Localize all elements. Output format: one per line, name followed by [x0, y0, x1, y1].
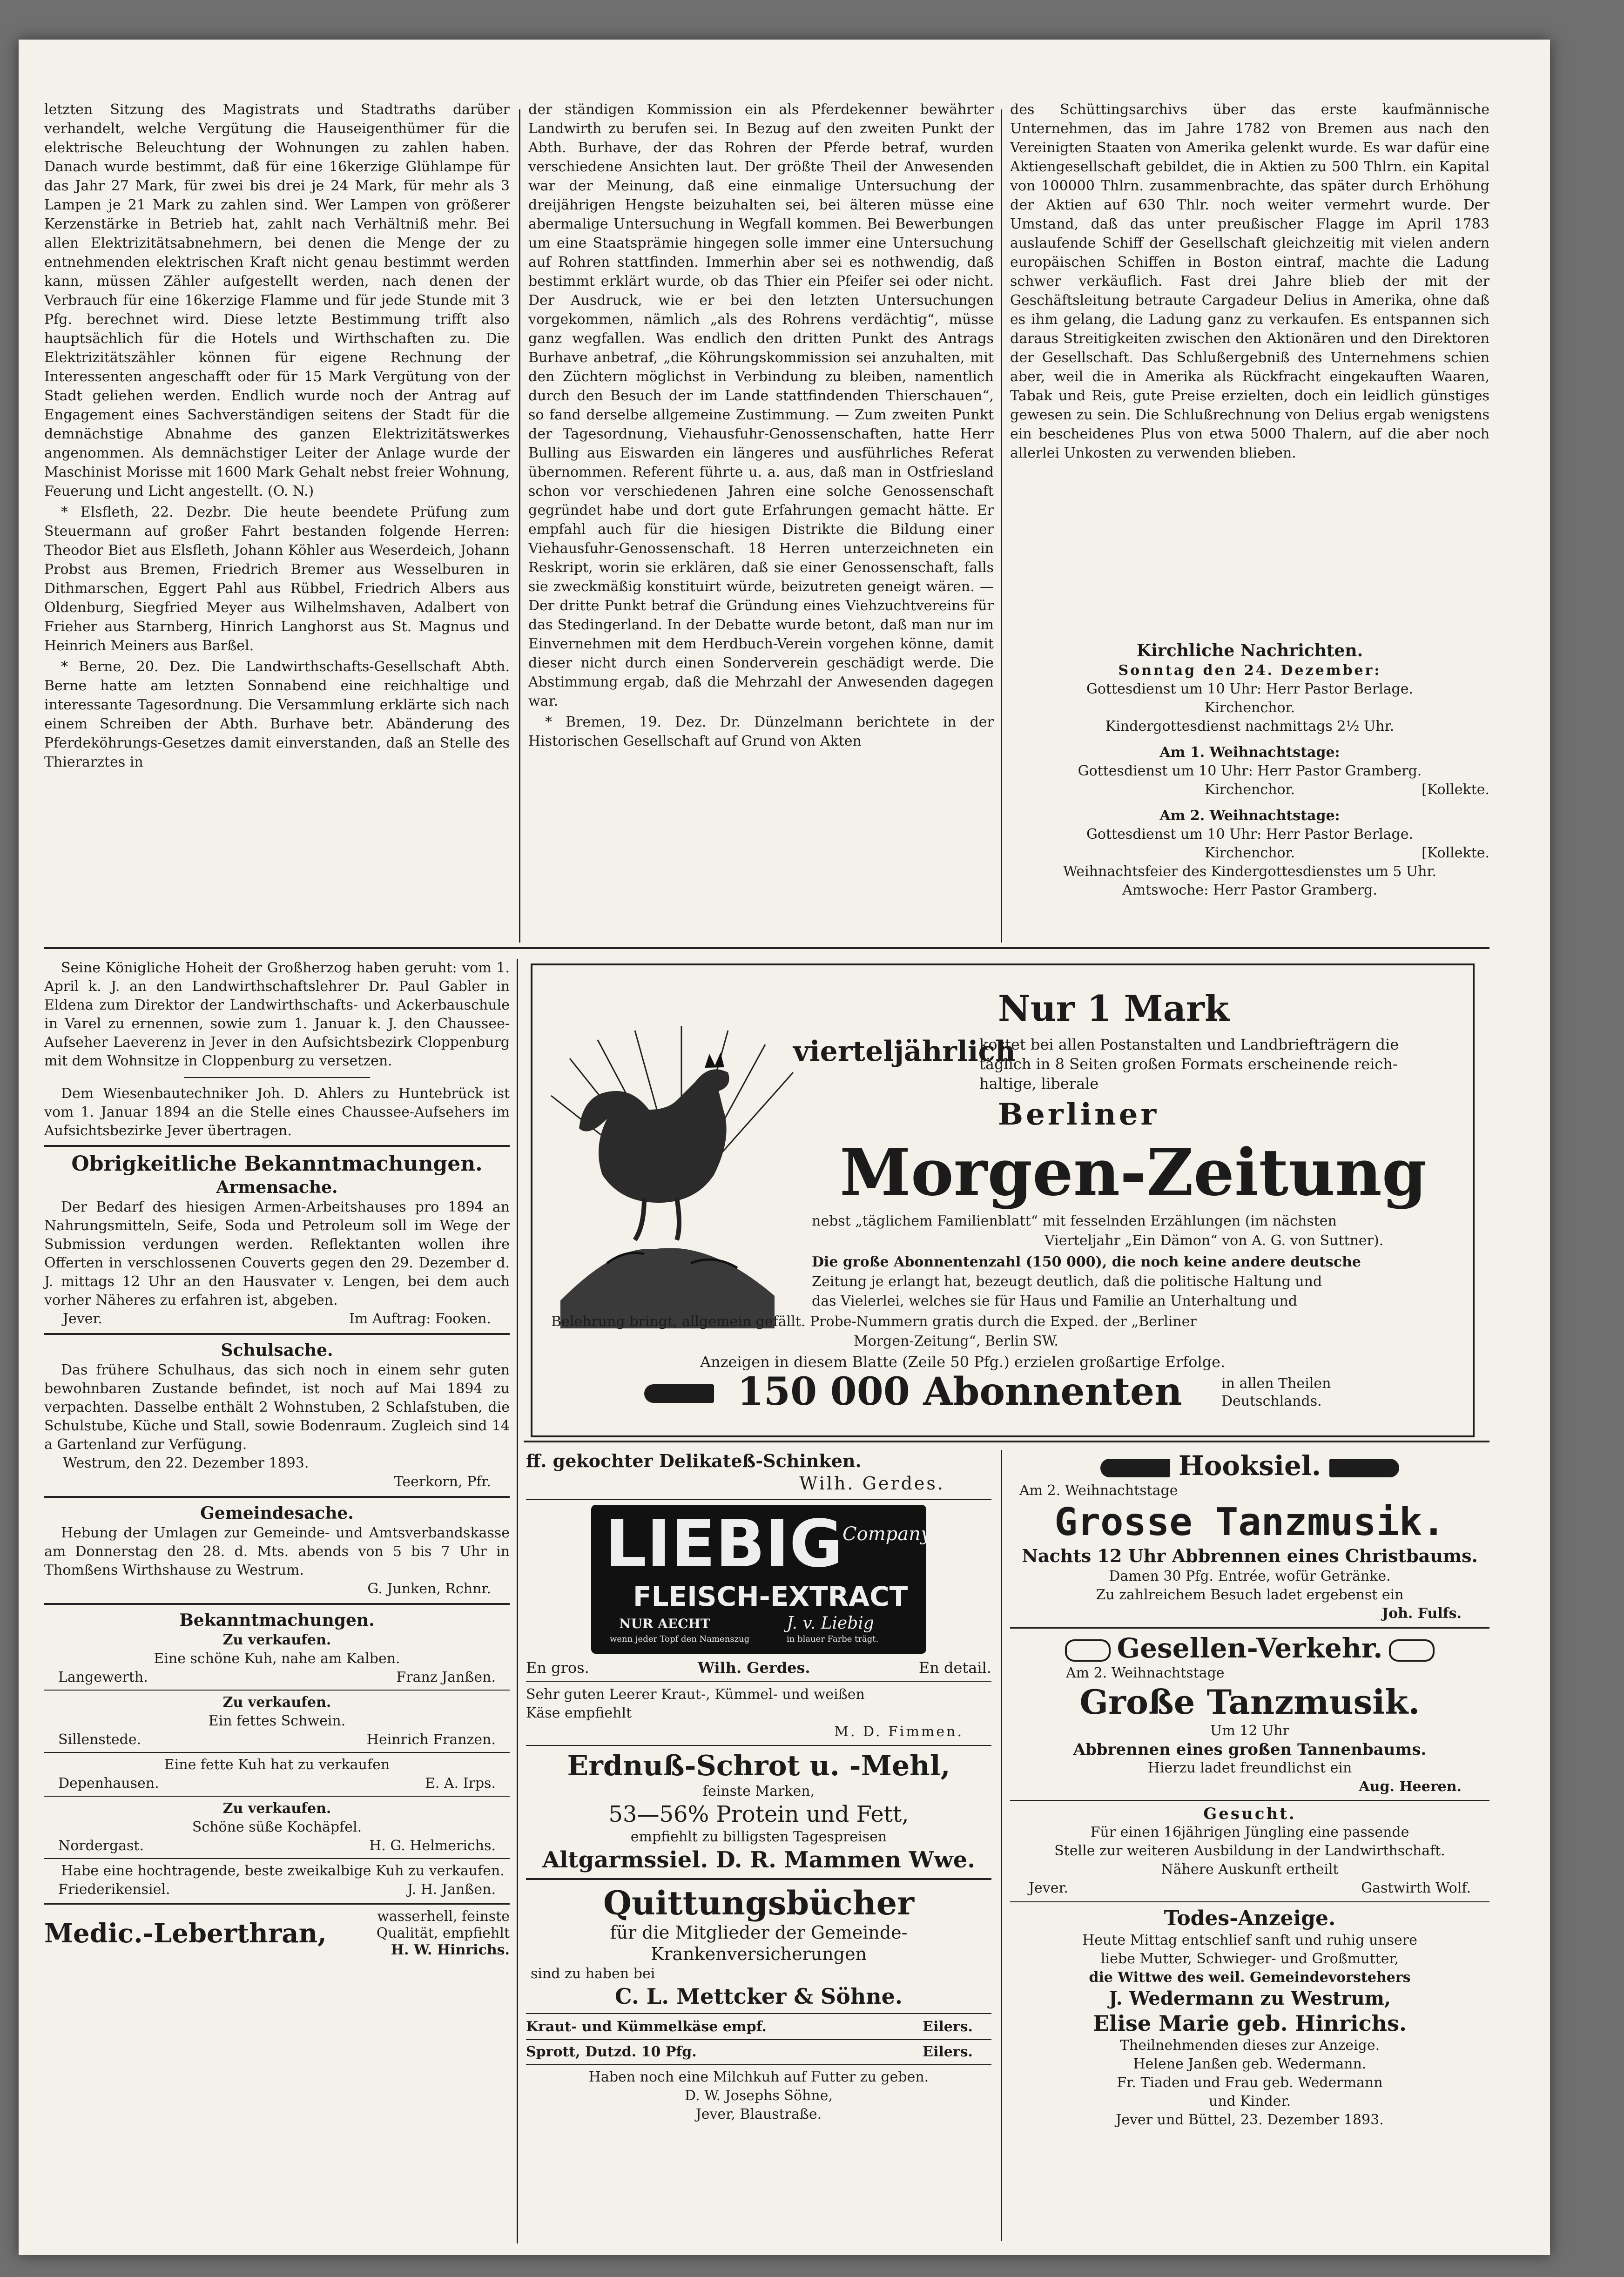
death-notice-line: Helene Janßen geb. Wedermann.	[1133, 2056, 1367, 2072]
divider	[184, 1077, 370, 1078]
church-line: Kirchenchor.	[1204, 845, 1295, 861]
article-column-1	[44, 100, 510, 938]
morgen-berliner: Berliner	[998, 1097, 1159, 1132]
medic-line: wasserhell, feinste	[377, 1908, 510, 1925]
kraut-ad-text: Kraut- und Kümmelkäse empf.	[526, 2019, 767, 2035]
medic-title: Medic.-Leberthran,	[44, 1918, 327, 1949]
place: Depenhausen.	[58, 1775, 159, 1792]
divider	[526, 2013, 991, 2014]
place: Langewerth.	[58, 1669, 148, 1685]
church-line: Kindergottesdienst nachmittags 2½ Uhr.	[1105, 718, 1395, 734]
divider	[526, 1681, 991, 1682]
church-collection: [Kollekte.	[1422, 781, 1489, 798]
sprott-ad	[526, 2043, 991, 2061]
gesellen-heading	[1010, 1632, 1489, 1664]
church-row	[1010, 781, 1489, 799]
wanted-line: Für einen 16jährigen Jüngling eine passende	[1090, 1824, 1409, 1840]
signature-row	[1010, 1879, 1489, 1898]
wanted-line: Nähere Auskunft ertheilt	[1161, 1861, 1339, 1878]
milk-cow-ad-seller: D. W. Josephs Söhne,	[685, 2088, 833, 2104]
article-column-3	[1010, 100, 1489, 626]
gesellen-line: Abbrennen eines großen Tannenbaums.	[1073, 1740, 1427, 1759]
signature: E. A. Irps.	[425, 1775, 496, 1792]
column-rule-lower-2	[1001, 1450, 1002, 2241]
morgen-theilen2: Deutschlands.	[1221, 1393, 1322, 1409]
signature: Teerkorn, Pfr.	[394, 1474, 491, 1490]
notice-ahlers: Dem Wiesenbautechniker Joh. D. Ahlers zu Huntebrück ist vom 1. Januar 1894 an die Stelle eines Chaussee-Aufsehers im Aufsichtsbezirke Jever übertragen.	[44, 1085, 510, 1139]
death-notice-line: die Wittwe des weil. Gemeindevorstehers	[1089, 1969, 1411, 1986]
cheese-ad-seller: M. D. Fimmen.	[834, 1724, 964, 1740]
receipt-books-title: Quittungsbücher	[603, 1884, 915, 1922]
liebig-seller-row	[526, 1658, 991, 1677]
ornament-icon	[1065, 1639, 1111, 1662]
divider	[1010, 1901, 1489, 1902]
morgen-nur-1-mark: Nur 1 Mark	[998, 988, 1229, 1029]
hooksiel-host: Joh. Fulfs.	[1381, 1605, 1462, 1622]
middle-ads	[526, 1450, 991, 2241]
wanted-heading: Gesucht.	[1203, 1805, 1296, 1823]
divider	[44, 1690, 510, 1691]
hooksiel-date: Am 2. Weihnachtstage	[1019, 1482, 1178, 1499]
ad-divider	[524, 1441, 1489, 1442]
divider	[526, 1878, 991, 1880]
hooksiel-line: Damen 30 Pfg. Entrée, wofür Getränke.	[1109, 1568, 1391, 1584]
official-notices-title: Obrigkeitliche Bekanntmachungen.	[71, 1152, 483, 1176]
wanted-line: Stelle zur weiteren Ausbildung in der Landwirthschaft.	[1054, 1843, 1445, 1859]
liebig-brand: LIEBIG	[605, 1506, 843, 1582]
receipt-books-line: Krankenversicherungen	[650, 1944, 867, 1964]
church-line: Kirchenchor.	[1204, 781, 1295, 798]
medic-seller: H. W. Hinrichs.	[391, 1942, 510, 1958]
engros-label: En gros.	[526, 1659, 589, 1677]
ornament-icon	[1389, 1639, 1435, 1662]
divider	[44, 1145, 510, 1147]
sprott-ad-text: Sprott, Dutzd. 10 Pfg.	[526, 2044, 697, 2060]
school-text: Das frühere Schulhaus, das sich noch in einem sehr guten bewohnbaren Zustande befindet, ist noch auf Mai 1894 zu verpachten. Dasselbe enthält 2 Wohnstuben, 2 Schlafstuben, die Schulstube, Küche und Stall, sowie Bodenraum. Zugleich sind 14 a Gartenland zur Verfügung.	[44, 1362, 510, 1453]
peanut-ad-protein: 53—56% Protein und Fett,	[608, 1801, 909, 1827]
milk-cow-ad-address: Jever, Blaustraße.	[695, 2106, 822, 2122]
church-heading: Am 2. Weihnachtstage:	[1159, 808, 1340, 824]
death-notice-name: J. Wedermann zu Westrum,	[1109, 1987, 1391, 2009]
cheese-ad-line: Käse empfiehlt	[526, 1705, 632, 1721]
sale-text: Eine fette Kuh hat zu verkaufen	[164, 1757, 390, 1773]
hooksiel-heading	[1010, 1450, 1489, 1482]
liebig-signature: J. v. Liebig	[787, 1614, 874, 1633]
morgen-zeitung: Zeitung je erlangt hat, bezeugt deutlich, daß die politische Haltung und	[812, 1273, 1322, 1290]
church-line: Gottesdienst um 10 Uhr: Herr Pastor Berlage.	[1086, 681, 1414, 697]
morgen-abonnenten: 150 000 Abonnenten	[737, 1369, 1182, 1414]
morgen-haltige: haltige, liberale	[979, 1075, 1099, 1092]
ham-ad-title: ff. gekochter Delikateß-Schinken.	[526, 1450, 862, 1471]
church-line: Kirchenchor.	[1204, 700, 1295, 716]
community-text: Hebung der Umlagen zur Gemeinde- und Amtsverbandskasse am Donnerstag den 28. d. Mts. abends von 5 bis 7 Uhr in Thomßens Wirthshause zu Westrum.	[44, 1525, 510, 1578]
armen-text: Der Bedarf des hiesigen Armen-Arbeitshauses pro 1894 an Nahrungsmitteln, Seife, Soda und Petroleum soll im Wege der Submission verdungen werden. Reflektanten wollen ihre Offerten in verschlossenen Couverts gegen den 29. Dezember d. J. mittags 12 Uhr an den Hausvater v. Lengen, bei dem auch vorher Näheres zu erfahren ist, abgeben.	[44, 1199, 510, 1308]
divider	[44, 1752, 510, 1753]
church-collection: [Kollekte.	[1422, 845, 1489, 861]
article-berne: * Berne, 20. Dez. Die Landwirthschafts-Gesellschaft Abth. Berne hatte am letzten Sonnabend eine reichhaltige und interessante Tagesordnung. Die Versammlung erklärte sich nach einem Schreiben der Abth. Burhave betr. Abänderung des Pferdeköhrungs-Gesetzes damit einverstanden, daß an Stelle des Thierarztes in	[44, 659, 510, 770]
signature: G. Junken, Rchnr.	[367, 1581, 491, 1597]
hooksiel-dance: Grosse Tanzmusik.	[1054, 1500, 1445, 1544]
school-heading: Schulsache.	[221, 1341, 333, 1360]
hooksiel-line: Zu zahlreichem Besuch ladet ergebenst ein	[1096, 1587, 1404, 1603]
signature: Heinrich Franzen.	[366, 1731, 496, 1748]
divider	[526, 1499, 991, 1500]
kraut-ad	[526, 2018, 991, 2036]
morgen-zeitung-ad	[531, 963, 1475, 1437]
place: Friederikensiel.	[58, 1881, 170, 1898]
morgen-grosse: Die große Abonnentenzahl (150 000), die noch keine andere deutsche	[812, 1254, 1361, 1270]
cheese-ad-line: Sehr guten Leerer Kraut-, Kümmel- und weißen	[526, 1686, 865, 1703]
left-notices	[44, 959, 510, 2243]
morgen-kostet: kostet bei allen Postanstalten und Landbriefträgern die	[979, 1036, 1399, 1053]
signature-row	[44, 1668, 510, 1687]
divider	[44, 1903, 510, 1905]
morgen-expedition: Morgen-Zeitung“, Berlin SW.	[854, 1333, 1058, 1349]
divider	[44, 1603, 510, 1605]
liebig-company: Company's	[842, 1523, 946, 1545]
gesellen-title: Gesellen-Verkehr.	[1117, 1632, 1383, 1664]
article-bremen: * Bremen, 19. Dez. Dr. Dünzelmann berichtete in der Historischen Gesellschaft auf Grund von Akten	[528, 714, 994, 749]
divider	[1010, 1800, 1489, 1801]
sale-heading: Zu verkaufen.	[222, 1632, 331, 1648]
receipt-books-line: für die Mitglieder der Gemeinde-	[610, 1922, 908, 1943]
signature-row	[44, 1310, 510, 1328]
signature: Franz Janßen.	[396, 1669, 496, 1685]
church-line: Gottesdienst um 10 Uhr: Herr Pastor Berlage.	[1086, 826, 1414, 842]
pointing-hand-icon	[1100, 1459, 1170, 1477]
article-column-2	[528, 100, 994, 938]
liebig-genuine: NUR AECHT	[619, 1616, 710, 1631]
morgen-viertel: vierteljährlich	[793, 1035, 1016, 1068]
divider	[1010, 1627, 1489, 1629]
divider	[44, 1496, 510, 1498]
column-rule-1	[519, 109, 520, 943]
notice-grand-duke: Seine Königliche Hoheit der Großherzog haben geruht: vom 1. April k. J. an den Landwirthschaftslehrer Dr. Paul Gabler in Eldena zum Direktor der Landwirthschafts- und Ackerbauschule in Varel zu ernennen, sowie zum 1. Januar k. J. den Chaussee-Aufseher Laeverenz in Jever in den Aufsichtsbezirk Cloppenburg mit dem Wohnsitze in Cloppenburg zu versetzen.	[44, 960, 510, 1069]
morgen-vielerlei: das Vielerlei, welches sie für Haus und Familie an Unterhaltung und	[812, 1293, 1298, 1309]
kraut-ad-seller: Eilers.	[923, 2019, 973, 2035]
church-heading: Am 1. Weihnachtstage:	[1159, 744, 1340, 761]
church-line: Amtswoche: Herr Pastor Gramberg.	[1122, 882, 1377, 898]
sale-text: Schöne süße Kochäpfel.	[192, 1819, 362, 1835]
divider	[526, 2064, 991, 2065]
sale-text: Ein fettes Schwein.	[208, 1713, 346, 1729]
peanut-ad-title: Erdnuß-Schrot u. -Mehl,	[567, 1750, 950, 1782]
article-bremen-continued: des Schüttingsarchivs über das erste kaufmännische Unternehmen, das im Jahre 1782 von Bremen aus nach den Vereinigten Staaten von Amerika gelenkt wurde. Es war dafür eine Aktiengesellschaft gebildet, die in Aktien zu 500 Thlrn. ein Kapital von 100000 Thlrn. zusammenbrachte, das später durch Erhöhung der Aktien auf 630 Thlr. noch weiter vermehrt wurde. Der Umstand, daß das unter preußischer Flagge im April 1783 auslaufende Schiff der Gesellschaft gleichzeitig mit vielen andern europäischen Schiffen in Boston eintraf, machte die Ladung schwer verkäuflich. Fast drei Jahre blieb der mit der Geschäftsleitung betraute Cargadeur Delius in Amerika, ohne daß es ihm gelang, die Ladung ganz zu verkaufen. Es entspannen sich daraus Streitigkeiten zwischen den Aktionären und den Direktoren der Gesellschaft. Das Schlußergebniß des Unternehmens schien aber, weil die in Amerika als Rückfracht eingekauften Waaren, Tabak und Reis, gute Preise erzielten, doch ein leidlich günstiges gewesen zu sein. Die Schlußrechnung von Delius ergab wenigstens ein bescheidenes Plus von etwa 5000 Thalern, auf die aber noch allerlei Unkosten zu verwenden blieben.	[1010, 101, 1489, 461]
divider	[44, 1796, 510, 1797]
place: Nordergast.	[58, 1838, 144, 1854]
gesellen-dance: Große Tanzmusik.	[1079, 1682, 1420, 1722]
morgen-vierteljahr: Vierteljahr „Ein Dämon“ von A. G. von Suttner).	[1044, 1233, 1384, 1249]
receipt-books-seller: C. L. Mettcker & Söhne.	[615, 1984, 903, 2009]
column-rule-lower-1	[517, 959, 518, 2243]
death-notice-line: und Kinder.	[1208, 2093, 1291, 2109]
announcements-heading: Bekanntmachungen.	[179, 1610, 375, 1630]
death-notice-line: Heute Mittag entschlief sanft und ruhig unsere	[1082, 1932, 1417, 1948]
community-heading: Gemeindesache.	[200, 1503, 354, 1523]
divider	[44, 1333, 510, 1335]
divider	[526, 1745, 991, 1746]
morgen-nebst: nebst „täglichem Familienblatt“ mit fesselnden Erzählungen (im nächsten	[812, 1213, 1337, 1229]
liebig-logo	[591, 1505, 946, 1654]
liebig-fineprint: in blauer Farbe trägt.	[787, 1634, 879, 1644]
liebig-fineprint: wenn jeder Topf den Namenszug	[610, 1634, 750, 1644]
article-elsfleth: * Elsfleth, 22. Dezbr. Die heute beendete Prüfung zum Steuermann auf großer Fahrt bestanden folgende Herren: Theodor Biet aus Elsfleth, Johann Köhler aus Weserdeich, Johann Probst aus Bremen, Friedrich Bremer aus Wesselburen in Dithmarschen, Eggert Pahl aus Rübbel, Friedrich Albers aus Oldenburg, Siegfried Meyer aus Wilhelmshaven, Adalbert von Frieher aus Starnberg, Hinrich Langhorst aus St. Magnus und Heinrich Meiners aus Barßel.	[44, 504, 510, 654]
church-news	[1010, 640, 1489, 938]
church-row	[1010, 844, 1489, 862]
article-berne-continued: der ständigen Kommission ein als Pferdekenner bewährter Landwirth zu berufen sei. In Bezug auf den zweiten Punkt der Abth. Burhave, der das Rohren der Pferde betraf, wurden verschiedene Ansichten laut. Der größte Theil der Anwesenden war der Meinung, daß eine einmalige Untersuchung der dreijährigen Hengste beizuhalten sei, bei älteren müsse eine abermalige Untersuchung in Wegfall kommen. Bei Bewerbungen um eine Staatsprämie hingegen solle immer eine Untersuchung auf Rohren stattfinden. Immerhin aber sei es nothwendig, daß bestimmt erklärt wurde, ob das Thier ein Pfeifer sei oder nicht. Der Ausdruck, wie er bei den letzten Untersuchungen vorgekommen, nämlich „als des Rohrens verdächtig“, müsse ganz wegfallen. Was endlich den dritten Punkt des Antrags Burhave anbetraf, „die Köhrungskommission sei anzuhalten, mit den Züchtern möglichst in Verbindung zu bleiben, namentlich durch den Besuch der im Lande stattfindenden Thierschauen“, so fand derselbe allgemeine Zustimmung. — Zum zweiten Punkt der Tagesordnung, Viehausfuhr-Genossenschaften, hatte Herr Bulling aus Eiswarden ein längeres und ausführliches Referat übernommen. Referent führte u. a. aus, daß man in Ostfriesland schon vor verschiedenen Jahren eine solche Genossenschaft gegründet habe und dort gute Erfahrungen gemacht hätte. Er empfahl auch für die hiesigen Distrikte die Bildung einer Viehausfuhr-Genossenschaft. 18 Herren unterzeichneten ein Reskript, worin sie erklären, daß sie einer Genossenschaft, falls sie zweckmäßig konstituirt würde, beizutreten geneigt wären. — Der dritte Punkt betraf die Gründung eines Viehzuchtvereins für das Stedingerland. In der Debatte wurde betont, daß man nur im Einvernehmen mit dem Herdbuch-Verein vorgehen könne, damit dieser nicht durch einen Sonderverein geschädigt werde. Die Abstimmung ergab, daß die Mehrzahl der Anwesenden dagegen war.	[528, 101, 994, 709]
death-notice-title: Todes-Anzeige.	[1164, 1906, 1336, 1930]
divider	[44, 1858, 510, 1859]
medic-line: Qualität, empfiehlt	[376, 1925, 510, 1941]
death-notice-line: Fr. Tiaden und Frau geb. Wedermann	[1117, 2075, 1383, 2091]
pointing-hand-icon	[644, 1384, 714, 1403]
hooksiel-title: Hooksiel.	[1178, 1450, 1321, 1482]
signature-row	[44, 1731, 510, 1749]
rooster-illustration	[542, 1003, 802, 1328]
death-notice-name: Elise Marie geb. Hinrichs.	[1093, 2011, 1407, 2036]
church-news-title: Kirchliche Nachrichten.	[1136, 641, 1363, 660]
liebig-seller: Wilh. Gerdes.	[697, 1659, 810, 1677]
church-line: Weihnachtsfeier des Kindergottesdienstes um 5 Uhr.	[1063, 863, 1437, 880]
church-sunday-heading: Sonntag den 24. Dezember:	[1118, 662, 1381, 679]
place: Sillenstede.	[58, 1731, 142, 1748]
death-notice-line: liebe Mutter, Schwieger- und Großmutter,	[1100, 1951, 1399, 1967]
place: Jever.	[1029, 1880, 1069, 1896]
column-rule-2	[1001, 109, 1002, 943]
death-notice-date: Jever und Büttel, 23. Dezember 1893.	[1116, 2112, 1384, 2128]
signature-row	[44, 1837, 510, 1855]
sale-heading: Zu verkaufen.	[222, 1694, 331, 1711]
sprott-ad-seller: Eilers.	[923, 2044, 973, 2060]
signature: J. H. Janßen.	[407, 1881, 496, 1898]
liebig-product: FLEISCH-EXTRACT	[633, 1581, 908, 1612]
peanut-ad-seller: Altgarmssiel. D. R. Mammen Wwe.	[542, 1847, 975, 1873]
morgen-theilen1: in allen Theilen	[1221, 1375, 1331, 1392]
morgen-belehrung: Belehrung bringt, allgemein gefällt. Probe-Nummern gratis durch die Exped. der „Berliner	[551, 1314, 1197, 1330]
milk-cow-ad-line: Haben noch eine Milchkuh auf Futter zu geben.	[588, 2069, 929, 2085]
medic-details	[336, 1908, 510, 1959]
pointing-hand-icon	[1329, 1459, 1399, 1477]
sale-text: Eine schöne Kuh, nahe am Kalben.	[154, 1650, 400, 1667]
place: Jever.	[63, 1311, 103, 1327]
peanut-ad-line: empfiehlt zu billigsten Tagespreisen	[630, 1829, 887, 1845]
sale-heading: Zu verkaufen.	[222, 1800, 331, 1817]
armen-heading: Armensache.	[216, 1178, 338, 1197]
morgen-title: Morgen-Zeitung	[840, 1134, 1427, 1210]
date-line: Westrum, den 22. Dezember 1893.	[63, 1455, 309, 1471]
morgen-taeglich: täglich in 8 Seiten großen Formats erscheinende reich-	[979, 1055, 1398, 1073]
divider	[526, 2039, 991, 2040]
receipt-books-line: sind zu haben bei	[531, 1966, 655, 1982]
morgen-anzeigen: Anzeigen in diesem Blatte (Zeile 50 Pfg.) erzielen großartige Erfolge.	[700, 1353, 1226, 1371]
endetail-label: En detail.	[918, 1659, 991, 1677]
sale-text: Habe eine hochtragende, beste zweikalbige Kuh zu verkaufen.	[61, 1863, 505, 1879]
signature: Gastwirth Wolf.	[1361, 1880, 1471, 1896]
right-ads	[1010, 1450, 1489, 2241]
signature: Im Auftrag: Fooken.	[349, 1311, 491, 1327]
signature-row	[44, 1880, 510, 1899]
medic-ad	[44, 1908, 510, 1959]
death-notice-line: Theilnehmenden dieses zur Anzeige.	[1119, 2037, 1380, 2054]
peanut-ad-line: feinste Marken,	[702, 1783, 815, 1799]
signature: H. G. Helmerichs.	[369, 1838, 496, 1854]
newspaper-page	[19, 40, 1550, 2255]
signature-row	[44, 1774, 510, 1793]
ham-ad-seller: Wilh. Gerdes.	[799, 1473, 945, 1494]
gesellen-date: Am 2. Weihnachtstage	[1066, 1665, 1225, 1681]
gesellen-line: Hierzu ladet freundlichst ein	[1147, 1760, 1352, 1776]
article-magistrat: letzten Sitzung des Magistrats und Stadtraths darüber verhandelt, welche Vergütung die Hauseigenthümer für die elektrische Beleuchtung der Wohnungen zu zahlen haben. Danach wurde bestimmt, daß für eine 16kerzige Glühlampe für das Jahr 27 Mark, für zwei bis drei je 24 Mark, für mehr als 3 Lampen je 21 Mark zu zahlen sind. Wer Lampen von größerer Kerzenstärke in Betrieb hat, zahlt nach Verhältniß mehr. Bei allen Elektrizitätsabnehmern, bei denen die Menge der zu entnehmenden elektrischen Kraft nicht genau bestimmt werden kann, müssen Zähler aufgestellt werden, nach denen der Verbrauch für eine 16kerzige Flamme und für jede Stunde mit 3 Pfg. berechnet wird. Diese letzte Bestimmung trifft also hauptsächlich für die Hotels und Wirthschaften zu. Die Elektrizitätszähler können für eigene Rechnung der Interessenten angeschafft oder für 15 Mark Vergütung von der Stadt geliehen werden. Endlich wurde noch der Antrag auf Engagement eines Sachverständigen seitens der Stadt für die demnächstige Abnahme des ganzen Elektrizitätswerkes angenommen. Als demnächstiger Leiter der Anlage wurde der Maschinist Morisse mit 1600 Mark Gehalt nebst freier Wohnung, Feuerung und Licht angestellt. (O. N.)	[44, 101, 510, 499]
section-divider	[44, 947, 1489, 949]
gesellen-host: Aug. Heeren.	[1359, 1778, 1462, 1795]
gesellen-line: Um 12 Uhr	[1210, 1723, 1289, 1739]
hooksiel-line: Nachts 12 Uhr Abbrennen eines Christbaums.	[1022, 1545, 1478, 1566]
church-line: Gottesdienst um 10 Uhr: Herr Pastor Gramberg.	[1078, 763, 1422, 779]
